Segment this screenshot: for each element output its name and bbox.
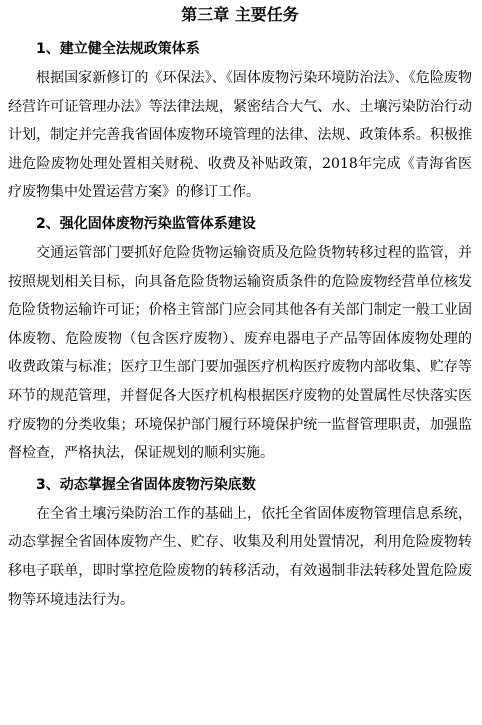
section-heading-1: 1、建立健全法规政策体系 <box>36 41 200 57</box>
section-heading-2: 2、强化固体废物污染监管体系建设 <box>36 215 256 232</box>
section-paragraph-1: 根据国家新修订的《环保法》、《固体废物污染环境防治法》、《危险废物经营许可证管理办法》等法律法规，紧密结合大气、水、土壤污染防治行动计划，制定并完善我省固体废物环境管理的法律、法规、政策体系。积极推进危险废物处理处置相关财税、收费及补贴政策，2018年完成《青海省医疗废物集中处置运营方案》的修订工作。 <box>8 70 472 201</box>
section-paragraph-2: 交通运管部门要抓好危险货物运输资质及危险货物转移过程的监管，并按照规划相关目标，向具备危险货物运输资质条件的危险废物经营单位核发危险货物运输许可证；价格主管部门应会同其他各有关部门制定一般工业固体废物、危险废物（包含医疗废物）、废弃电器电子产品等固体废物处理的收费政策与标准；医疗卫生部门要加强医疗机构医疗废物内部收集、贮存等环节的规范管理，并督促各大医疗机构根据医疗废物的处置属性尽快落实医疗废物的分类收集；环境保护部门履行环境保护统一监督管理职责，加强监督检查，严格执法，保证规划的顺利实施。 <box>8 244 472 462</box>
section-supervision-system <box>8 209 472 468</box>
section-pollution-baseline <box>8 470 472 614</box>
section-legal-policy <box>8 34 472 207</box>
section-heading-3: 3、动态掌握全省固体废物污染底数 <box>36 476 256 493</box>
section-paragraph-3: 在全省土壤污染防治工作的基础上，依托全省固体废物管理信息系统，动态掌握全省固体废物产生、贮存、收集及利用处置情况，利用危险废物转移电子联单，即时掌控危险废物的转移活动，有效遏制非法转移处置危险废物等环境违法行为。 <box>8 505 472 608</box>
chapter-title: 第三章 主要任务 <box>181 5 299 24</box>
